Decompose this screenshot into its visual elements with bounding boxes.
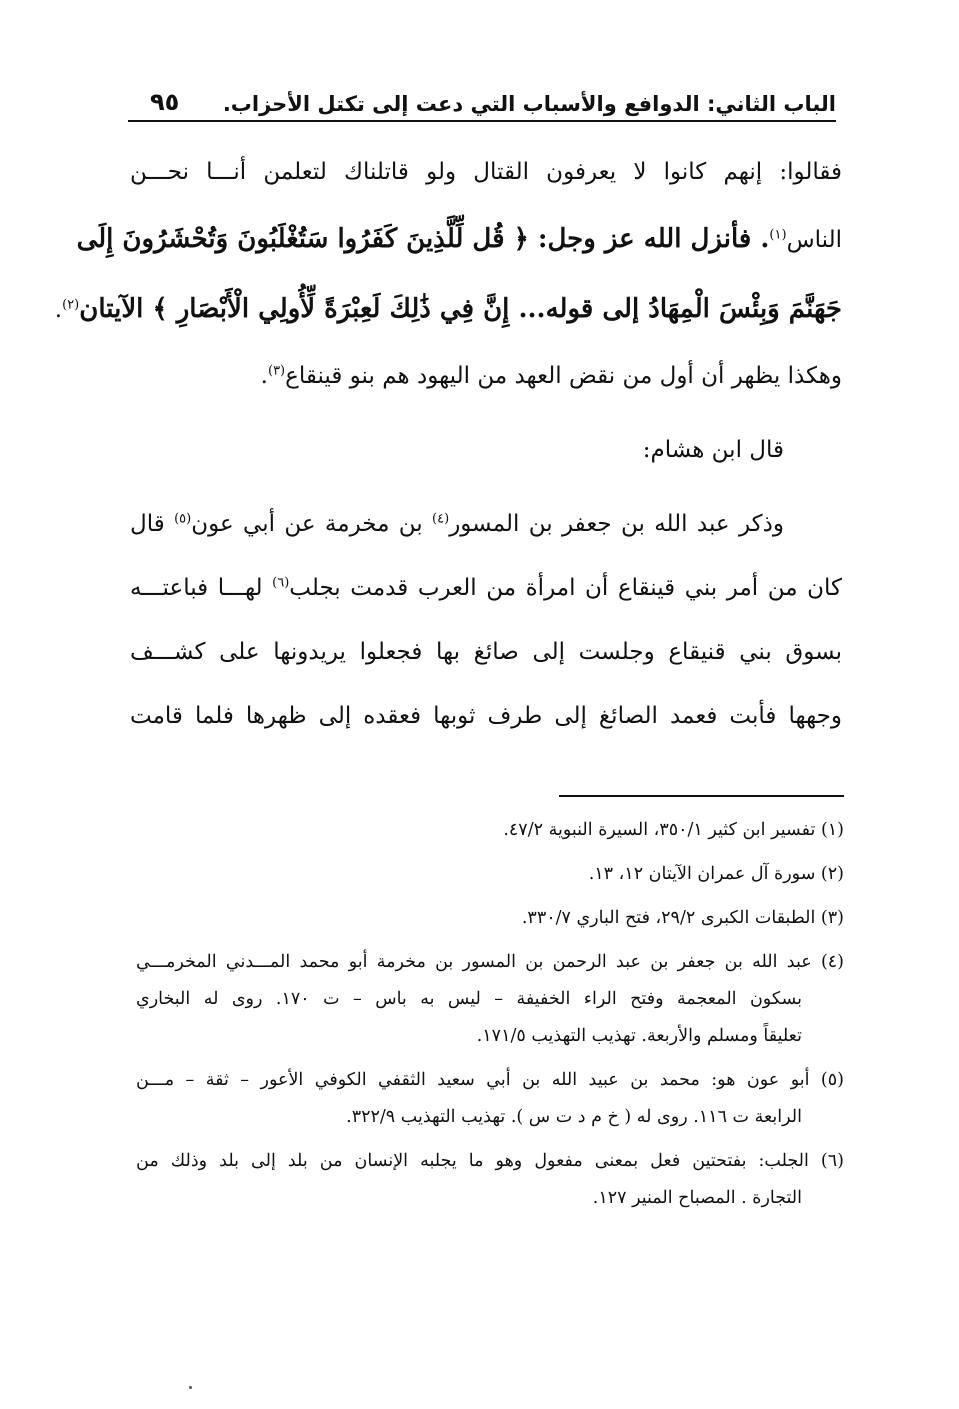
footnote-1: (١) تفسير ابن كثير ٣٥٠/١، السيرة النبوية ٤٧/٢.: [503, 820, 844, 840]
text-line-7: كان من أمر بني قينقاع أن امرأة من العرب قدمت بجلب$^{(٦)}$ لهـــا فباعتـــه: [130, 575, 842, 601]
footnote-divider: [559, 795, 844, 797]
footnote-4: (٤) عبد الله بن جعفر بن عبد الرحمن بن المسور بن مخرمة أبو محمد المـــدني المخرمـــي بسكون المعجمة وفتح الراء الخفيفة – ليس به باس – ت ١٧٠. روى له البخاري تعليقاً ومسلم والأربعة. تهذيب التهذيب ١٧١/٥.: [136, 952, 844, 1046]
footnote-5: (٥) أبو عون هو: محمد بن عبيد الله بن أبي سعيد الثقفي الكوفي الأعور – ثقة – مـــن الرابعة ت ١١٦. روى له ( خ م د ت س ). تهذيب التهذيب ٣٢٢/٩.: [136, 1070, 844, 1127]
text-line-5: قال ابن هشام:: [642, 437, 784, 463]
quran-verse-part-1: . فأنزل الله عز وجل: ﴿ قُل لِّلَّذِينَ كَفَرُوا سَتُغْلَبُونَ وَتُحْشَرُونَ إِلَى: [76, 224, 770, 254]
text-line-4: وهكذا يظهر أن أول من نقض العهد من اليهود هم بنو قينقاع$^{(٣)}$.: [260, 363, 842, 389]
spacer: [130, 408, 842, 418]
text-line-8: بسوق بني قنيقاع وجلست إلى صائغ بها فجعلوا يريدونها على كشـــف: [130, 639, 842, 665]
footnotes: [136, 812, 844, 1224]
footnote-ref-4[interactable]: (٤): [432, 511, 450, 527]
running-header: [128, 82, 836, 122]
footnote-ref-1[interactable]: (١): [769, 227, 787, 243]
footnote-ref-6[interactable]: (٦): [272, 575, 290, 591]
footnote-ref-3[interactable]: (٣): [267, 363, 286, 379]
text-line-2: الناس$^{(١)}$. فأنزل الله عز وجل: ﴿ قُل لِّلَّذِينَ كَفَرُوا سَتُغْلَبُونَ وَتُحْشَرُونَ إِلَى: [76, 224, 842, 254]
main-text: [54, 140, 842, 748]
spacer: [130, 482, 842, 492]
text-line-1: فقالوا: إنهم كانوا لا يعرفون القتال ولو قاتلناك لتعلمن أنـــا نحـــن: [130, 159, 842, 185]
page-number: ٩٥: [150, 88, 180, 116]
quran-verse-part-2: جَهَنَّمَ وَبِئْسَ الْمِهَادُ إلى قوله... إِنَّ فِي ذَٰلِكَ لَعِبْرَةً لِّأُولِي الْأَبْصَارِ ﴾ الآيتان: [79, 294, 842, 324]
footnote-ref-5[interactable]: (٥): [174, 511, 192, 527]
footnote-ref-2[interactable]: (٢): [62, 297, 80, 313]
text-line-9: وجهها فأبت فعمد الصائغ إلى طرف ثوبها فعقده إلى ظهرها فلما قامت: [130, 703, 842, 729]
footnote-3: (٣) الطبقات الكبرى ٢٩/٢، فتح الباري ٣٣٠/٧.: [521, 908, 844, 928]
text-line-3: جَهَنَّمَ وَبِئْسَ الْمِهَادُ إلى قوله... إِنَّ فِي ذَٰلِكَ لَعِبْرَةً لِّأُولِي الْأَبْصَارِ ﴾ الآيتان$^{(٢)}$.: [54, 294, 842, 324]
footnote-6: (٦) الجلب: بفتحتين فعل بمعنى مفعول وهو ما يجلبه الإنسان من بلد إلى بلد وذلك من التجارة . المصباح المنير ١٢٧.: [136, 1151, 844, 1208]
running-title: الباب الثاني: الدوافع والأسباب التي دعت إلى تكتل الأحزاب.: [222, 92, 836, 116]
scan-speck: [189, 1386, 192, 1389]
text-line-6: وذكر عبد الله بن جعفر بن المسور$^{(٤)}$ بن مخرمة عن أبي عون$^{(٥)}$ قال: [130, 511, 784, 537]
footnote-2: (٢) سورة آل عمران الآيتان ١٢، ١٣.: [588, 864, 844, 884]
